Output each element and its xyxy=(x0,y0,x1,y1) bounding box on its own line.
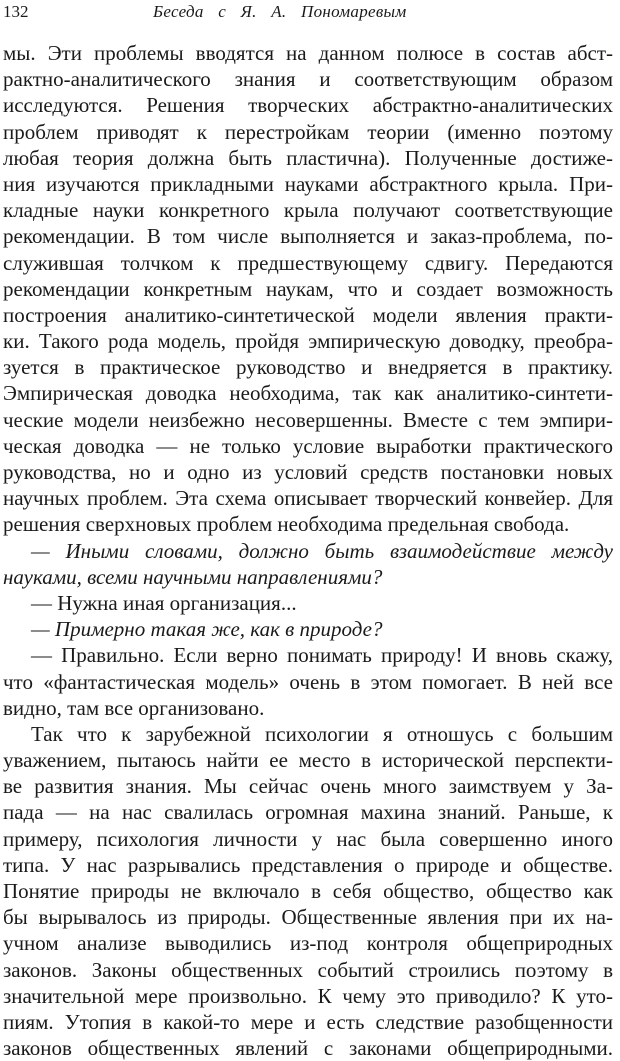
text-line: учном анализе выводились из-под контроля общеприродных xyxy=(3,931,613,956)
text-line: пиям. Утопия в какой-то мере и есть следствие разобщенности xyxy=(3,1009,613,1034)
text-line: научных проблем. Эта схема описывает творческий конвейер. Для xyxy=(3,486,613,511)
text-line: уважением, пытаюсь найти ее место в исторической перспекти- xyxy=(3,748,613,773)
text-line: решения сверхновых проблем необходима предельная свобода. xyxy=(3,512,570,537)
text-line: Эмпирическая доводка необходима, так как аналитико-синтети- xyxy=(3,381,613,406)
text-line: кладные науки конкретного крыла получают соответствующие xyxy=(3,198,613,223)
book-page xyxy=(3,0,613,1061)
text-line: видно, там все организовано. xyxy=(3,695,265,720)
text-line: законов. Законы общественных событий строились поэтому в xyxy=(3,957,613,982)
text-line: любая теория должна быть пластична). Полученные достиже- xyxy=(3,145,613,170)
text-line: руководства, но и одно из условий средств постановки новых xyxy=(3,460,613,484)
text-line: — Правильно. Если верно понимать природу! И вновь скажу, xyxy=(31,643,613,668)
text-line: — Примерно такая же, как в природе? xyxy=(31,617,383,642)
text-line: ния изучаются прикладными науками абстрактного крыла. При- xyxy=(3,171,613,196)
text-line: мы. Эти проблемы вводятся на данном полюсе в состав абст- xyxy=(3,41,613,65)
text-line: ческие модели неизбежно несовершенны. Вместе с тем эмпири- xyxy=(3,407,613,432)
text-line: бы вырывалось из природы. Общественные явления при их на- xyxy=(3,905,613,930)
text-line: служившая толчком к предшествующему сдвигу. Передаются xyxy=(3,250,613,275)
running-head: Беседа с Я. А. Пономаревым xyxy=(153,2,407,21)
text-line: зуется в практическое руководство и внедряется в практику. xyxy=(3,355,613,380)
text-line: законов общественных явлений с законами общеприродными. xyxy=(3,1036,613,1061)
text-line: проблем приводят к перестройкам теории (именно поэтому xyxy=(3,119,613,144)
text-line: ки. Такого рода модель, пройдя эмпирическую доводку, преобра- xyxy=(3,329,613,354)
text-line: Понятие природы не включало в себя общество, общество как xyxy=(3,879,613,903)
text-line: ческая доводка — не только условие выработки практического xyxy=(3,433,613,458)
text-line: рекомендации. В том числе выполняется и заказ-проблема, по- xyxy=(3,224,613,249)
page-number: 132 xyxy=(3,2,29,21)
text-line: ве развития знания. Мы сейчас очень много заимствуем у За- xyxy=(3,774,613,799)
text-line: пада — на нас свалилась огромная махина знаний. Раньше, к xyxy=(3,800,613,825)
text-line: типа. У нас разрывались представления о природе и обществе. xyxy=(3,852,613,877)
text-line: — Иными словами, должно быть взаимодействие между xyxy=(31,538,613,563)
text-line: рактно-аналитического знания и соответствующим образом xyxy=(3,67,613,92)
body-text xyxy=(3,40,613,1061)
text-line: науками, всеми научными направлениями? xyxy=(3,564,383,589)
text-line: примеру, психология личности у нас была совершенно иного xyxy=(3,826,613,851)
text-line: рекомендации конкретным наукам, что и создает возможность xyxy=(3,276,613,301)
text-line: что «фантастическая модель» очень в этом помогает. В ней все xyxy=(3,669,613,694)
page-header xyxy=(3,0,613,30)
text-line: — Нужна иная организация... xyxy=(31,590,297,615)
text-line: исследуются. Решения творческих абстрактно-аналитических xyxy=(3,93,613,118)
text-line: Так что к зарубежной психологии я отношусь с большим xyxy=(31,721,613,746)
text-line: построения аналитико-синтетической модели явления практи- xyxy=(3,302,613,327)
text-line: значительной мере произвольно. К чему это приводило? К уто- xyxy=(3,983,613,1008)
